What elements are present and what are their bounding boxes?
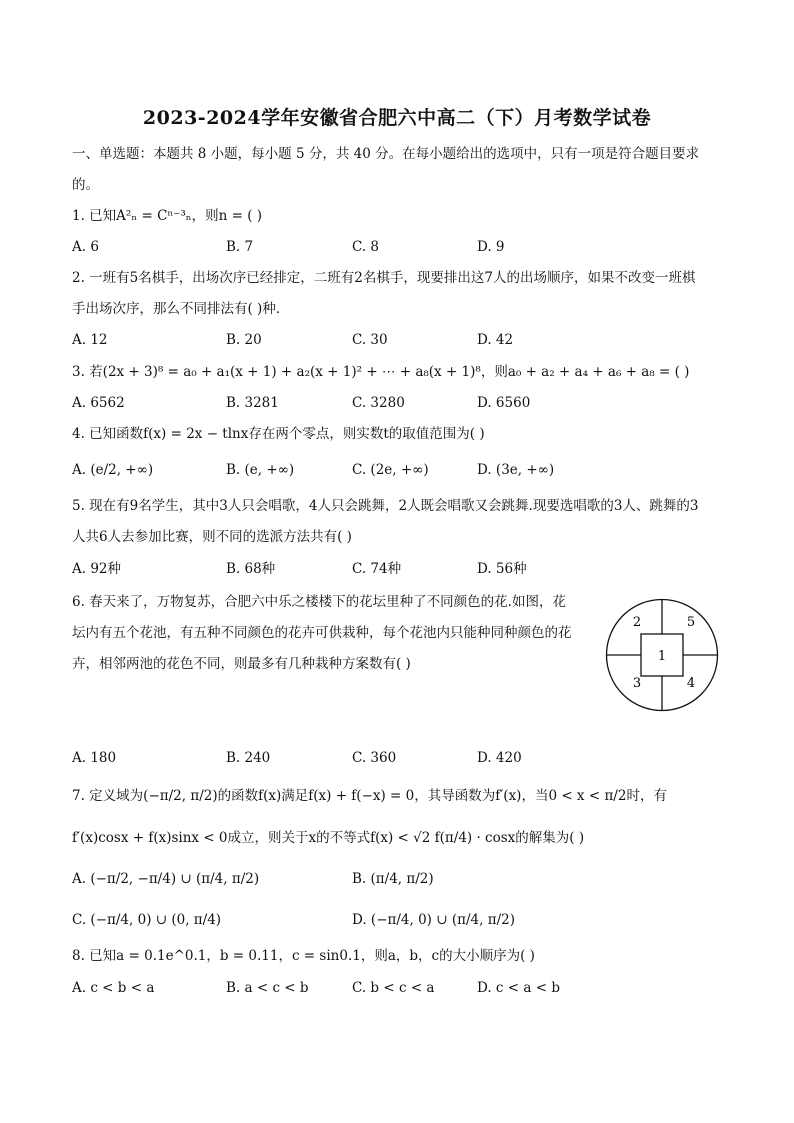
q3-option-c: C. 3280 <box>352 395 405 411</box>
section-heading-cont: 的。 <box>72 177 99 193</box>
q4-option-a: A. (e/2, +∞) <box>72 462 154 478</box>
flowerbed-diagram <box>605 598 719 712</box>
q3-option-b: B. 3281 <box>226 395 279 411</box>
question-3: 3. 若(2x + 3)⁸ = a₀ + a₁(x + 1) + a₂(x + 1)² + ⋯ + a₈(x + 1)⁸，则a₀ + a₂ + a₄ + a₆ + a₈ = ( ) <box>72 364 690 380</box>
q6-option-c: C. 360 <box>352 750 397 766</box>
question-7-cont: f′(x)cosx + f(x)sinx < 0成立，则关于x的不等式f(x) < √2 f(π/4) · cosx的解集为( ) <box>72 830 585 846</box>
q4-option-d: D. (3e, +∞) <box>477 462 555 478</box>
q8-option-d: D. c < a < b <box>477 980 560 996</box>
pool-label-1: 1 <box>657 649 667 664</box>
q5-option-d: D. 56种 <box>477 561 527 577</box>
question-4: 4. 已知函数f(x) = 2x − tlnx存在两个零点，则实数t的取值范围为( ) <box>72 426 485 442</box>
q5-option-c: C. 74种 <box>352 561 402 577</box>
question-6: 6. 春天来了，万物复苏，合肥六中乐之楼楼下的花坛里种了不同颜色的花.如图，花 <box>72 594 566 610</box>
q8-option-b: B. a < c < b <box>226 980 309 996</box>
question-2: 2. 一班有5名棋手，出场次序已经排定，二班有2名棋手，现要排出这7人的出场顺序，如果不改变一班棋 <box>72 270 696 286</box>
q4-option-c: C. (2e, +∞) <box>352 462 429 478</box>
q7-option-a: A. (−π/2, −π/4) ∪ (π/4, π/2) <box>72 871 260 887</box>
q1-option-d: D. 9 <box>477 239 505 255</box>
q1-option-a: A. 6 <box>72 239 99 255</box>
q1-option-c: C. 8 <box>352 239 380 255</box>
question-2-cont: 手出场次序，那么不同排法有( )种． <box>72 301 290 317</box>
q5-option-b: B. 68种 <box>226 561 276 577</box>
page-title: 2023-2024学年安徽省合肥六中高二（下）月考数学试卷 <box>142 107 652 129</box>
q7-option-c: C. (−π/4, 0) ∪ (0, π/4) <box>72 912 222 928</box>
q7-option-d: D. (−π/4, 0) ∪ (π/4, π/2) <box>352 912 515 928</box>
question-5-cont: 人共6人去参加比赛，则不同的选派方法共有( ) <box>72 529 352 545</box>
pool-label-4: 4 <box>686 676 696 691</box>
q2-option-b: B. 20 <box>226 332 262 348</box>
question-6-cont2: 卉，相邻两池的花色不同，则最多有几种栽种方案数有( ) <box>72 656 411 672</box>
q3-option-a: A. 6562 <box>72 395 125 411</box>
q6-option-b: B. 240 <box>226 750 271 766</box>
q7-option-b: B. (π/4, π/2) <box>352 871 434 887</box>
question-8: 8. 已知a = 0.1e^0.1，b = 0.11，c = sin0.1，则a，b，c的大小顺序为( ) <box>72 948 535 964</box>
question-1: 1. 已知A²ₙ = Cⁿ⁻³ₙ，则n = ( ) <box>72 208 263 224</box>
pool-label-2: 2 <box>632 615 642 630</box>
question-5: 5. 现在有9名学生，其中3人只会唱歌，4人只会跳舞，2人既会唱歌又会跳舞.现要选唱歌的3人、跳舞的3 <box>72 498 699 514</box>
question-6-cont1: 坛内有五个花池，有五种不同颜色的花卉可供栽种，每个花池内只能种同种颜色的花 <box>72 625 572 641</box>
pool-label-5: 5 <box>686 615 696 630</box>
q2-option-a: A. 12 <box>72 332 108 348</box>
q5-option-a: A. 92种 <box>72 561 122 577</box>
q1-option-b: B. 7 <box>226 239 254 255</box>
section-heading: 一、单选题：本题共 8 小题，每小题 5 分，共 40 分。在每小题给出的选项中，只有一项是符合题目要求 <box>72 146 700 162</box>
q2-option-d: D. 42 <box>477 332 514 348</box>
q3-option-d: D. 6560 <box>477 395 531 411</box>
question-7: 7. 定义域为(−π/2, π/2)的函数f(x)满足f(x) + f(−x) = 0，其导函数为f′(x)，当0 < x < π/2时，有 <box>72 788 667 804</box>
q2-option-c: C. 30 <box>352 332 388 348</box>
q6-option-d: D. 420 <box>477 750 522 766</box>
q8-option-c: C. b < c < a <box>352 980 435 996</box>
q8-option-a: A. c < b < a <box>72 980 155 996</box>
pool-label-3: 3 <box>632 676 642 691</box>
q6-option-a: A. 180 <box>72 750 117 766</box>
q4-option-b: B. (e, +∞) <box>226 462 295 478</box>
